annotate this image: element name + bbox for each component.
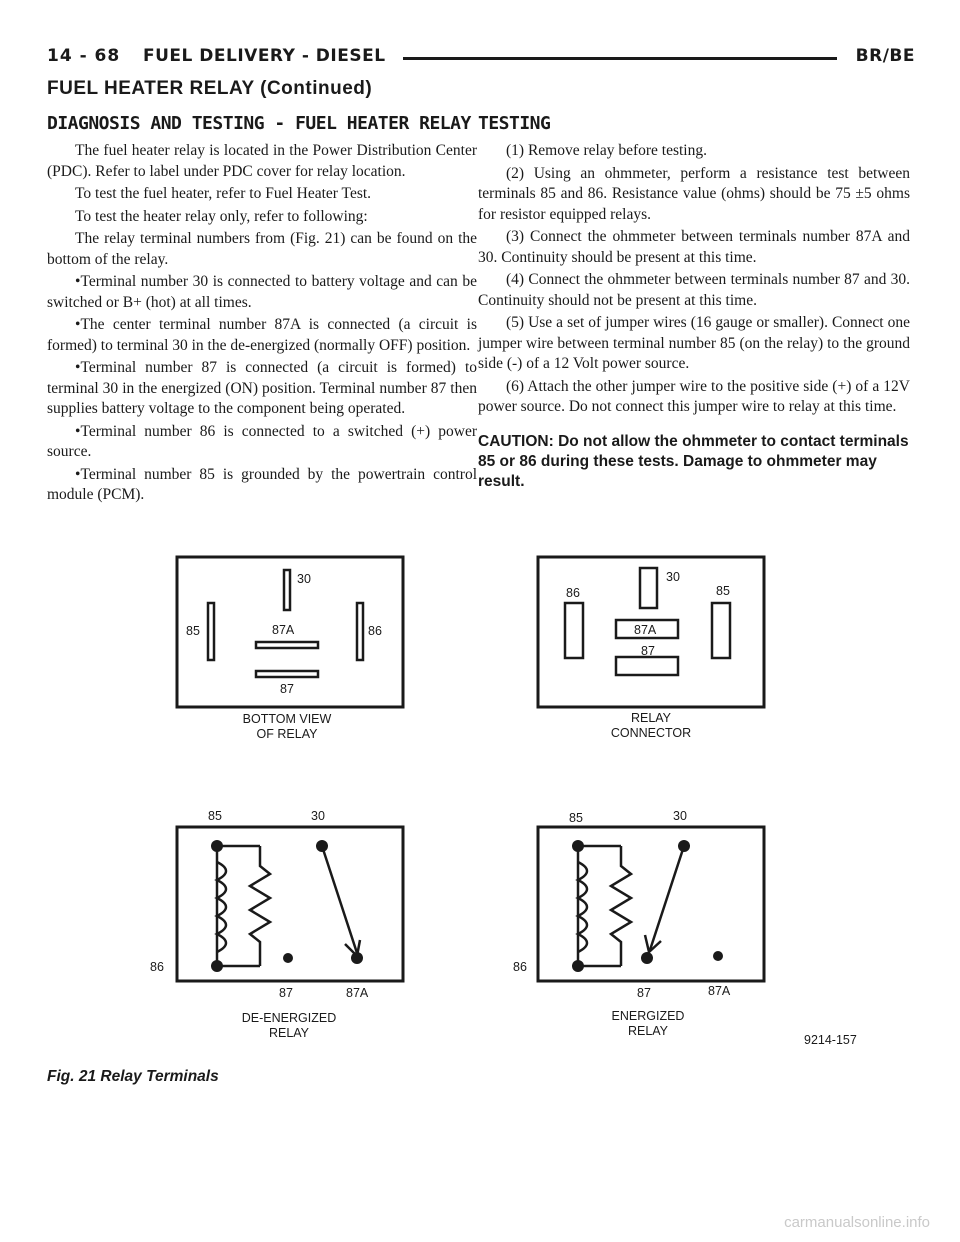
terminal-label-85: 85 [208,809,222,823]
caution-note: CAUTION: Do not allow the ohmmeter to contact terminals 85 or 86 during these tests. Damage to ohmmeter may result. [478,432,909,490]
terminal-label-87a: 87A [272,623,295,637]
terminal-label-87a: 87A [346,986,369,1000]
test-step: (3) Connect the ohmmeter between terminals number 87A and 30. Continuity should be present at this time. [478,228,910,266]
diagnosis-heading: DIAGNOSIS AND TESTING - FUEL HEATER RELAY [47,113,471,134]
de-energized-label: DE-ENERGIZED [241,1011,337,1025]
terminal-label-85: 85 [716,584,730,598]
terminal-label-87: 87 [279,986,293,1000]
connector-label: CONNECTOR [610,726,692,740]
bottom-view-label: BOTTOM VIEW [242,712,332,726]
bullet-item: •Terminal number 87 is connected (a circuit is formed) to terminal 30 in the energized (ON) position. Terminal number 87 then supplies battery voltage to the component being operated. [47,359,477,417]
energized-label: RELAY [627,1024,669,1038]
terminal-label-87a: 87A [708,984,731,998]
test-step: (6) Attach the other jumper wire to the positive side (+) of a 12V power source. Do not connect this jumper wire to relay at this time. [478,377,910,415]
terminal-label-86: 86 [150,960,164,974]
test-step: (4) Connect the ohmmeter between terminals number 87 and 30. Continuity should not be present at this time. [478,271,910,309]
terminal-label-87: 87 [637,986,651,1000]
terminal-label-30: 30 [673,809,687,823]
terminal-label-86: 86 [566,586,580,600]
de-energized-terminal-dots [211,840,363,972]
terminal-label-30: 30 [311,809,325,823]
header-rule [403,57,837,60]
bullet-icon: • [75,273,81,290]
de-energized-label: RELAY [268,1026,310,1040]
energized-schematic [538,827,764,981]
model-code: BR/BE [855,46,915,66]
connector-label: RELAY [630,711,672,725]
testing-heading: TESTING [478,113,551,134]
bullet-icon: • [75,359,81,376]
test-step: (2) Using an ohmmeter, perform a resistance test between terminals 85 and 86. Resistance value (ohms) should be 75 ±5 ohms for resistor equipped relays. [478,164,910,223]
bullet-item: •The center terminal number 87A is connected (a circuit is formed) to terminal 30 in the de-energized (normally OFF) position. [47,316,477,354]
figure-id: 9214-157 [804,1033,857,1047]
terminal-label-85: 85 [569,811,583,825]
left-column [47,112,477,508]
terminal-label-30: 30 [666,570,680,584]
terminal-label-86: 86 [513,960,527,974]
bullet-icon: • [75,422,81,440]
terminal-label-86: 86 [368,624,382,638]
right-column [478,112,910,494]
page-header [47,44,915,72]
paragraph: The fuel heater relay is located in the Power Distribution Center (PDC). Refer to label under PDC cover for relay location. [47,142,477,180]
figure-caption: Fig. 21 Relay Terminals [47,1068,219,1085]
bullet-item: •Terminal number 86 is connected to a switched (+) power source. [47,422,477,460]
watermark: carmanualsonline.info [784,1214,930,1231]
relay-connector-diagram [538,557,764,707]
terminal-label-87: 87 [641,644,655,658]
paragraph: To test the fuel heater, refer to Fuel Heater Test. [75,185,372,202]
paragraph: To test the heater relay only, refer to following: [75,207,368,225]
bottom-view-diagram [177,557,403,707]
test-step: (1) Remove relay before testing. [506,142,707,159]
bullet-icon: • [75,465,81,483]
continued-title: FUEL HEATER RELAY (Continued) [47,78,373,99]
terminal-label-85: 85 [186,624,200,638]
terminal-label-87a: 87A [634,623,657,637]
energized-label: ENERGIZED [611,1009,685,1023]
chapter-title: FUEL DELIVERY - DIESEL [143,46,386,66]
page-number: 14 - 68 [47,46,121,66]
bullet-item: •Terminal number 85 is grounded by the powertrain control module (PCM). [47,465,477,503]
bottom-view-label: OF RELAY [256,727,318,741]
de-energized-schematic [177,827,403,981]
energized-terminal-dots [572,840,723,972]
paragraph: The relay terminal numbers from (Fig. 21) can be found on the bottom of the relay. [47,230,477,268]
bullet-item: •Terminal number 30 is connected to battery voltage and can be switched or B+ (hot) at all times. [47,273,477,311]
bullet-icon: • [75,316,81,333]
terminal-label-87: 87 [280,682,294,696]
terminal-label-30: 30 [297,572,311,586]
test-step: (5) Use a set of jumper wires (16 gauge or smaller). Connect one jumper wire between terminal number 85 (on the relay) to the ground side (-) of a 12 Volt power source. [478,314,910,372]
